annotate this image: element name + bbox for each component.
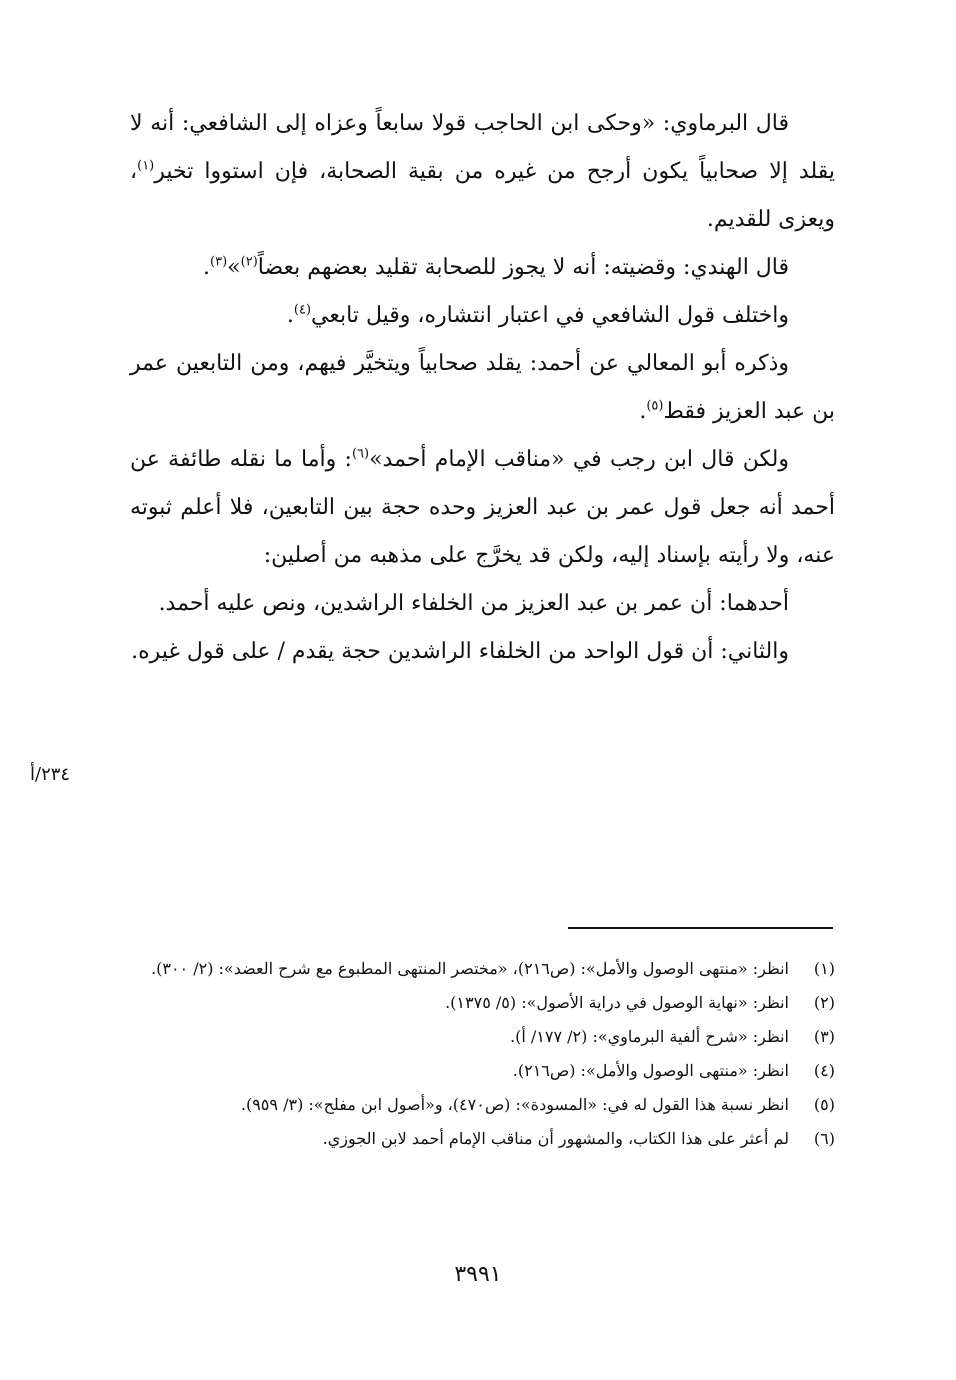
footnote-item [130, 1088, 835, 1122]
footnote-divider [568, 927, 833, 929]
footnotes [130, 952, 835, 1156]
page-number: ٣٩٩١ [454, 1262, 502, 1287]
manuscript-folio-note: ٢٣٤/أ [30, 764, 71, 785]
footnote-text: انظر: «منتهى الوصول والأمل»: (ص٢١٦). [512, 1061, 789, 1080]
paragraph-7: والثاني: أن قول الواحد من الخلفاء الراشدين حجة يقدم / على قول غيره. [131, 639, 789, 664]
footnote-ref[interactable]: (٥) [646, 398, 664, 414]
footnote-item [130, 1122, 835, 1156]
paragraph-3: واختلف قول الشافعي في اعتبار انتشاره، وقيل تابعي$^{(٤)}$. [286, 302, 789, 328]
footnote-item [130, 1020, 835, 1054]
footnote-ref[interactable]: (١) [137, 158, 155, 174]
footnote-text: انظر: «منتهى الوصول والأمل»: (ص٢١٦)، «مختصر المنتهى المطبوع مع شرح العضد»: (٢/ ٣٠٠). [151, 959, 789, 978]
paragraph-1: قال البرماوي: «وحكى ابن الحاجب قولا سابعاً وعزاه إلى الشافعي: أنه لا يقلد إلا صحابياً يكون أرجح من غيره من بقية الصحابة، فإن استووا تخير$^{(١)}$، ويعزى للقديم. [130, 111, 835, 232]
footnote-number: (٥) [813, 1095, 835, 1114]
footnote-text: لم أعثر على هذا الكتاب، والمشهور أن مناقب الإمام أحمد لابن الجوزي. [322, 1129, 789, 1148]
footnote-ref[interactable]: (٤) [293, 302, 312, 318]
paragraph-2: قال الهندي: وقضيته: أنه لا يجوز للصحابة تقليد بعضهم بعضاً$^{(٢)}$»$^{(٣)}$. [203, 254, 789, 280]
footnote-number: (٦) [813, 1129, 835, 1148]
paragraph-4: وذكره أبو المعالي عن أحمد: يقلد صحابياً ويتخيَّر فيهم، ومن التابعين عمر بن عبد العزيز فقط$^{(٥)}$. [130, 351, 835, 424]
footnote-number: (٢) [813, 993, 835, 1012]
footnote-item [130, 1054, 835, 1088]
footnote-text: انظر نسبة هذا القول له في: «المسودة»: (ص٤٧٠)، و«أصول ابن مفلح»: (٣/ ٩٥٩). [240, 1095, 789, 1114]
paragraph-6: أحدهما: أن عمر بن عبد العزيز من الخلفاء الراشدين، ونص عليه أحمد. [158, 591, 789, 616]
footnote-ref[interactable]: (٦) [351, 446, 370, 462]
footnote-item [130, 952, 835, 986]
footnote-number: (١) [813, 959, 835, 978]
footnote-item [130, 986, 835, 1020]
footnote-text: انظر: «نهاية الوصول في دراية الأصول»: (٥/ ١٣٧٥). [445, 993, 789, 1012]
footnote-ref[interactable]: (٢) [240, 254, 258, 270]
paragraph-5: ولكن قال ابن رجب في «مناقب الإمام أحمد»$^{(٦)}$: وأما ما نقله طائفة عن أحمد أنه جعل قول عمر بن عبد العزيز وحده حجة بين التابعين، فلا أعلم ثبوته عنه، ولا رأيته بإسناد إليه، ولكن قد يخرَّج على مذهبه من أصلين: [130, 446, 835, 568]
footnote-number: (٤) [813, 1061, 835, 1080]
footnote-ref[interactable]: (٣) [210, 254, 228, 270]
footnote-number: (٣) [813, 1027, 835, 1046]
main-text [130, 100, 835, 676]
footnote-text: انظر: «شرح ألفية البرماوي»: (٢/ ١٧٧/ أ). [510, 1027, 789, 1046]
